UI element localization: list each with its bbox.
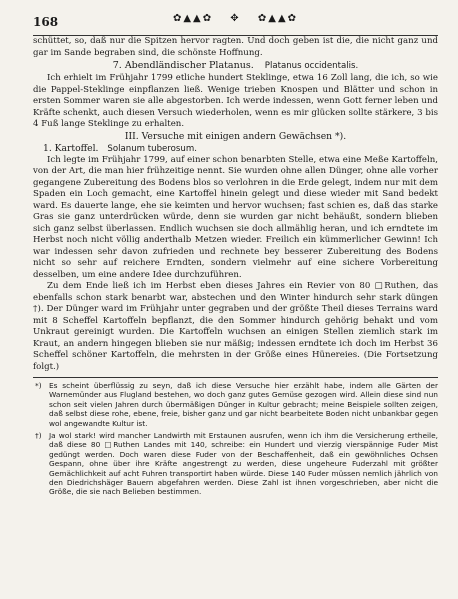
section-title: 7. Abendländischer Platanus. bbox=[112, 60, 254, 71]
chapter-heading: III. Versuche mit einigen andern Gewächsen *). bbox=[124, 130, 347, 142]
footnote-marker: *) bbox=[35, 381, 42, 390]
running-header bbox=[33, 13, 438, 36]
footnote-text: Es scheint überflüssig zu seyn, daß ich diese Versuche hier erzählt habe, indem alle Gärten der Warnemünder aus Flugland bestehen, wo doch ganz gutes Gemüse gezogen wird. Allein diese sind nun schon seit vielen Jahren durch übermäßigen Dünger in Kultur gebracht; meine Beispiele sollten zeigen, daß selbst diese rohe, ebene, freie, bisher ganz und gar nicht bearbeitete Boden nicht unbankbar gegen wol angewandte Kultur ist. bbox=[49, 381, 438, 428]
ornament-left-icon: ✿▲▲✿ bbox=[172, 13, 214, 24]
scientific-name: Platanus occidentalis. bbox=[264, 61, 359, 71]
paragraph-continued: schüttet, so, daß nur die Spitzen hervor ragten. Und doch geben ist die, die nicht ganz und gar im Sande begraben sind, die schönste Hoffnung. bbox=[33, 36, 438, 58]
footnote bbox=[33, 431, 438, 497]
ornament-center-icon: ✥ bbox=[230, 13, 241, 24]
footnote-text: Ja wol stark! wird mancher Landwirth mit Erstaunen ausrufen, wenn ich ihm die Versicherung ertheile, daß diese 80 □Ruthen Landes mit 140, schreibe: ein Hundert und vierzig vierspännige Fuder Mist gedüngt werden. Doch waren diese Fuder von der Beschaffenheit, daß ein gewöhnliches Ochsen Gespann, ohne über ihre Kräfte angestrengt zu werden, diese ungeheure Fuderzahl mit größter Gemächlichkeit auf acht Fuhren transportirt haben würde. Diese 140 Fuder müssen nemlich jährlich von den Diedrichshäger Bauern abgefahren werden. Diese Zahl ist ihnen vorgeschrieben, aber nicht die Größe, die sie nach Belieben bestimmen. bbox=[49, 431, 438, 497]
scientific-name: Solanum tuberosum. bbox=[107, 143, 197, 154]
footnote-marker: †) bbox=[35, 431, 42, 441]
section-heading-platanus bbox=[33, 59, 438, 73]
header-ornament bbox=[33, 13, 438, 24]
footnote-divider bbox=[33, 377, 438, 378]
footnote bbox=[33, 381, 438, 428]
paragraph-kartoffel-1: Ich legte im Frühjahr 1799, auf einer schon benarbten Stelle, etwa eine Meße Kartoffeln, von der Art, die man hier frühzeitige nennt. Sie wurden ohne allen Dünger, ohne alle vorher gegangene Zubereitung des Bodens blos so verlohren in die Erde gelegt, indem nur mit dem Spaden ein Loch gemacht, eine Kartoffel hinein gelegt und diese wieder mit Sand bedekt ward. Es dauerte lange, ehe sie keimten und hervor wuchsen; fast schien es, daß das starke Gras sie ganz unterdrücken würde, denn sie wurden gar nicht behäußt, sondern blieben sich ganz selbst überlassen. Endlich wuchsen sie doch allmählig heran, und ich erndtete im Herbst noch nicht völlig anderthalb Metzen wieder. Freilich ein kümmerlicher Gewinn! Ich war indessen sehr davon zufrieden und rechnete bey besserer Zubereitung des Bodens nicht so sehr auf reichere Erndten, sondern vielmehr auf eine sichere Vorbereitung desselben, um eine andere Idee durchzuführen. bbox=[33, 154, 438, 280]
paragraph-kartoffel-2: Zu dem Ende ließ ich im Herbst eben dieses Jahres ein Revier von 80 □Ruthen, das ebenfalls schon stark benarbt war, abstechen und den Winter hindurch sehr stark düngen †). Der Dünger ward im Frühjahr unter gegraben und der größte Theil dieses Terrains ward mit 8 Scheffel Kartoffeln bepflanzt, die den Sommer hindurch gehörig behakt und vom Unkraut gereinigt wurden. Die Kartoffeln wuchsen an einigen Stellen ziemlich stark im Kraut, an andern hingegen blieben sie nur mäßig; indessen erndtete ich doch im Herbst 36 Scheffel schöner Kartoffeln, die mehrsten in der Größe eines Hünereies. (Die Fortsetzung folgt.) bbox=[33, 281, 438, 372]
page-number: 168 bbox=[33, 15, 59, 29]
subsection-title: 1. Kartoffel. bbox=[43, 142, 99, 154]
paragraph-platanus: Ich erhielt im Frühjahr 1799 etliche hundert Steklinge, etwa 16 Zoll lang, die ich, so wie die Pappel-Steklinge einpflanzen ließ. Wenige trieben Knospen und Blätter und schon in ersten Sommer waren sie alle abgestorben. Ich werde indessen, wenn Gott ferner leben und Kräfte schenkt, auch diesen Versuch wiederholen, wenn es mir glücken sollte stärkere, 3 bis 4 Fuß lange Steklinge zu erhalten. bbox=[33, 73, 438, 129]
ornament-right-icon: ✿▲▲✿ bbox=[257, 13, 299, 24]
subsection-heading-kartoffel bbox=[43, 143, 438, 155]
